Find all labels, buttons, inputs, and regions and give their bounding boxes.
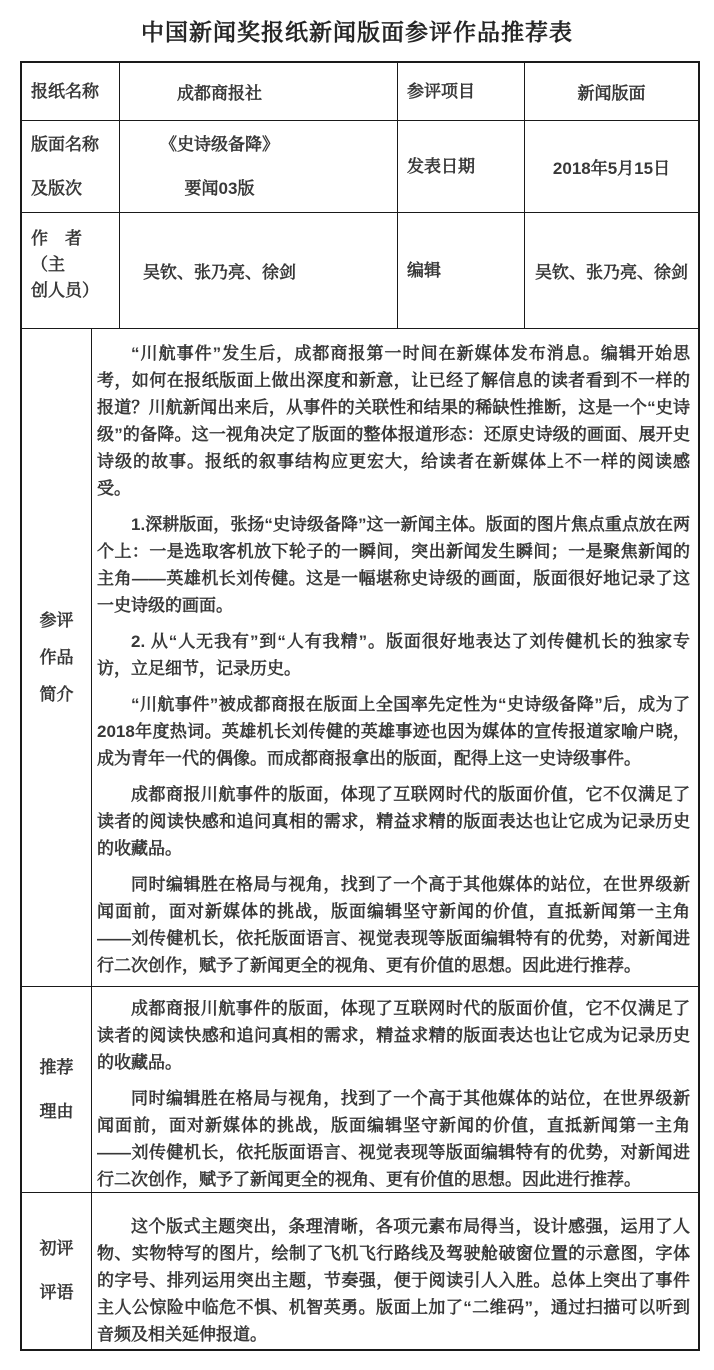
section-label-line: 参评	[39, 610, 74, 630]
table-row-layout	[22, 121, 698, 213]
section-label-line: 初评	[39, 1239, 74, 1258]
section-label-line: 评语	[39, 1283, 74, 1302]
section-label-line: 简介	[39, 684, 74, 704]
section-entry-intro	[22, 329, 698, 987]
label-authors	[22, 213, 120, 328]
label-authors-line2: 创人员）	[31, 281, 99, 300]
section-label-initial-review	[22, 1193, 92, 1349]
value-paper-name: 成都商报社	[120, 63, 398, 120]
section-label-entry-intro	[22, 329, 92, 986]
page-title: 中国新闻奖报纸新闻版面参评作品推荐表	[141, 19, 573, 45]
label-publish-date: 发表日期	[398, 121, 525, 212]
section-content-entry-intro	[92, 329, 698, 986]
intro-paragraph-3: 2. 从“人无我有”到“人有我精”。版面很好地表达了刘传健机长的独家专访，立足细节，记录历史。	[97, 632, 690, 678]
intro-paragraph-6: 同时编辑胜在格局与视角，找到了一个高于其他媒体的站位，在世界级新闻面前，面对新媒体的挑战，版面编辑坚守新闻的价值，直抵新闻第一主角——刘传健机长，依托版面语言、视觉表现等版面编辑特有的优势，对新闻进行二次创作，赋予了新闻更全的视角、更有价值的思想。因此进行推荐。	[97, 875, 690, 975]
value-layout-edition: 要闻03版	[184, 178, 255, 198]
value-authors: 吴钦、张乃亮、徐剑	[120, 213, 398, 328]
intro-paragraph-1: “川航事件”发生后，成都商报第一时间在新媒体发布消息。编辑开始思考，如何在报纸版面上做出深度和新意，让已经了解信息的读者看到不一样的报道？川航新闻出来后，从事件的关联性和结果的稀缺性推断，这是一个“史诗级”的备降。这一视角决定了版面的整体报道形态：还原史诗级的画面、展开史诗级的故事。报纸的叙事结构应更宏大，给读者在新媒体上不一样的阅读感受。	[97, 344, 690, 498]
section-content-initial-review	[92, 1193, 698, 1349]
reason-paragraph-1: 成都商报川航事件的版面，体现了互联网时代的版面价值，它不仅满足了读者的阅读快感和追问真相的需求，精益求精的版面表达也让它成为记录历史的收藏品。	[97, 999, 690, 1072]
recommendation-table	[20, 61, 700, 1351]
section-label-recommend-reason	[22, 987, 92, 1192]
intro-paragraph-5: 成都商报川航事件的版面，体现了互联网时代的版面价值，它不仅满足了读者的阅读快感和追问真相的需求，精益求精的版面表达也让它成为记录历史的收藏品。	[97, 785, 690, 858]
value-entry-category: 新闻版面	[577, 84, 646, 103]
label-authors-line1: 作 者（主	[31, 229, 82, 274]
value-publish-date: 2018年5月15日	[552, 159, 671, 178]
reason-paragraph-2: 同时编辑胜在格局与视角，找到了一个高于其他媒体的站位，在世界级新闻面前，面对新媒体的挑战，版面编辑坚守新闻的价值，直抵新闻第一主角——刘传健机长，依托版面语言、视觉表现等版面编辑特有的优势，对新闻进行二次创作，赋予了新闻更全的视角、更有价值的思想。因此进行推荐。	[97, 1089, 690, 1189]
value-layout-title: 《史诗级备降》	[160, 134, 279, 154]
label-layout-name-line2: 及版次	[31, 178, 82, 198]
intro-paragraph-4: “川航事件”被成都商报在版面上全国率先定性为“史诗级备降”后，成为了2018年度热词。英雄机长刘传健的英雄事迹也因为媒体的宣传报道家喻户晓，成为青年一代的偶像。而成都商报拿出的版面，配得上这一史诗级事件。	[97, 695, 690, 768]
label-layout-name-line1: 版面名称	[31, 134, 99, 154]
review-paragraph-1: 这个版式主题突出，条理清晰，各项元素布局得当，设计感强，运用了人物、实物特写的图片，绘制了飞机飞行路线及驾驶舱破窗位置的示意图，字体的字号、排列运用突出主题，节奏强，便于阅读引人入胜。总体上突出了事件主人公惊险中临危不惧、机智英勇。版面上加了“二维码”，通过扫描可以听到音频及相关延伸报道。	[97, 1217, 690, 1344]
section-label-line: 理由	[39, 1101, 74, 1121]
label-editor: 编辑	[398, 213, 525, 328]
section-label-line: 推荐	[39, 1057, 74, 1077]
table-row-paper	[22, 63, 698, 121]
label-paper-name: 报纸名称	[22, 63, 120, 120]
section-content-recommend-reason	[92, 987, 698, 1192]
label-layout-name	[22, 121, 120, 212]
value-layout-name	[120, 121, 398, 212]
section-initial-review	[22, 1193, 698, 1349]
label-entry-category: 参评项目	[398, 63, 525, 120]
section-label-line: 作品	[39, 647, 74, 667]
table-row-authors	[22, 213, 698, 329]
intro-paragraph-2: 1.深耕版面，张扬“史诗级备降”这一新闻主体。版面的图片焦点重点放在两个上：一是选取客机放下轮子的一瞬间，突出新闻发生瞬间；一是聚焦新闻的主角——英雄机长刘传健。这是一幅堪称史诗级的画面，版面很好地记录了这一史诗级的画面。	[97, 515, 690, 615]
value-editor: 吴钦、张乃亮、徐剑	[535, 263, 688, 282]
section-recommend-reason	[22, 987, 698, 1193]
